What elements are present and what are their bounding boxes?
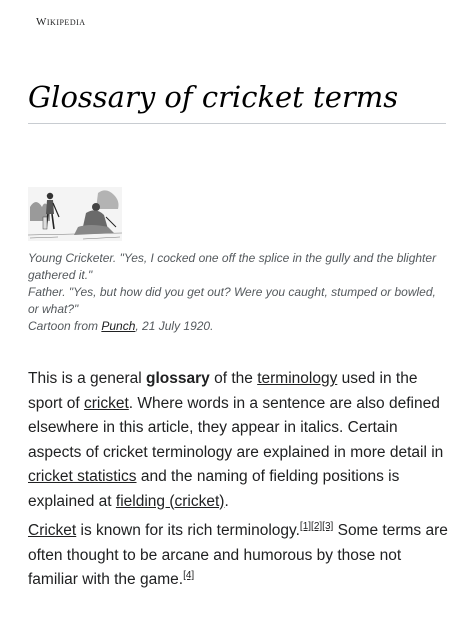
paragraph-text: of the (209, 370, 258, 387)
terminology-paragraph (28, 519, 450, 593)
caption-line-1: Young Cricketer. "Yes, I cocked one off the splice in the gully and the blighter gathered it." (28, 251, 437, 282)
bold-glossary: glossary (146, 370, 210, 387)
reference-3[interactable] (322, 521, 333, 532)
wikipedia-wordmark[interactable]: Wikipedia (36, 16, 86, 28)
paragraph-text: This is a general (28, 370, 147, 387)
ref-link-2[interactable]: [2] (311, 520, 323, 532)
title-divider (28, 123, 446, 124)
paragraph-text: . Where words in a sentence are also defined elsewhere in this article, they appear in italics. Certain aspects of cricket terminology are explained in more detail in (28, 394, 444, 461)
paragraph-text: and the naming of fielding positions is explained at (28, 468, 400, 510)
paragraph-text: . (224, 492, 229, 510)
paragraph-text: Some terms are often thought to be arcane and humorous by those not familiar with the game. (28, 522, 448, 588)
page-title: Glossary of cricket terms (28, 80, 399, 114)
terminology-link[interactable]: terminology (257, 370, 338, 387)
punch-link[interactable]: Punch (101, 319, 136, 333)
ref-link-1[interactable]: [1] (299, 520, 312, 532)
caption-text: Cartoon from (28, 319, 102, 333)
cartoon-image[interactable] (28, 187, 122, 241)
ref-link-3[interactable]: [3] (322, 520, 334, 532)
paragraph-text: is known for its rich terminology. (76, 522, 300, 539)
cricket-link-2[interactable]: Cricket (28, 522, 77, 539)
figure-caption (28, 250, 446, 335)
caption-line-2: Father. "Yes, but how did you get out? Were you caught, stumped or bowled, or what?" (28, 285, 436, 316)
caption-text: , 21 July 1920. (135, 319, 214, 333)
fielding-cricket-link[interactable]: fielding (cricket) (115, 492, 225, 510)
reference-4[interactable] (183, 570, 194, 581)
reference-2[interactable] (311, 521, 322, 532)
reference-1[interactable] (300, 521, 311, 532)
cricket-link[interactable]: cricket (84, 394, 129, 412)
intro-paragraph (28, 367, 450, 514)
caption-line-3 (28, 318, 446, 335)
cricket-statistics-link[interactable]: cricket statistics (28, 468, 137, 485)
paragraph-text: used in the sport of (28, 370, 418, 412)
ref-link-4[interactable]: [4] (183, 569, 195, 581)
